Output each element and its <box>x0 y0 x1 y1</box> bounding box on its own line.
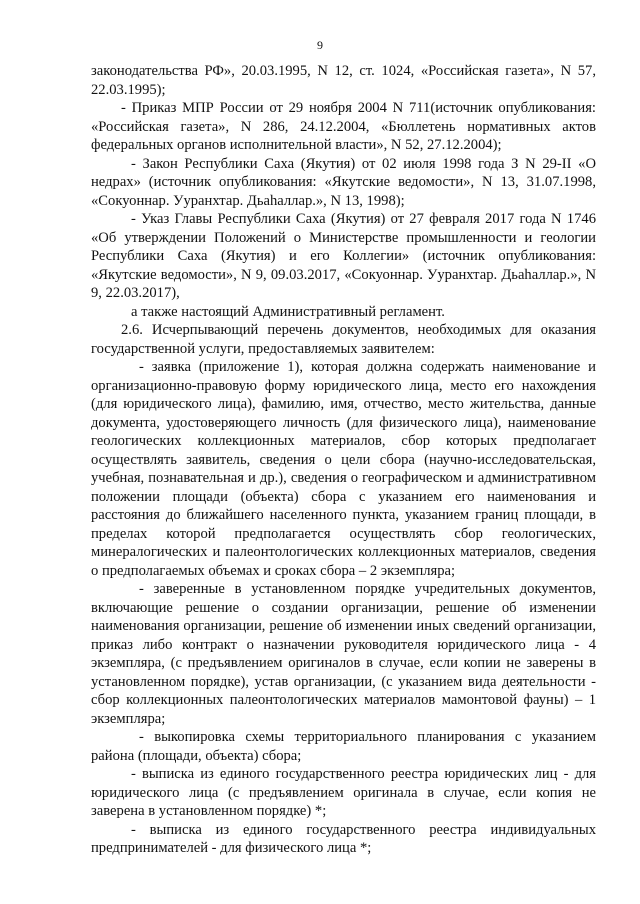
paragraph-application: - заявка (приложение 1), которая должна содержать наименование и организационно-правовую форму юридического лица, место его нахождения (для юридического лица), фамилию, имя, отчество, место жительства, данные документа, удостоверяющего личность (для физического лица), наименование геологических коллекционных материалов, сбор которых предполагает осуществлять заявитель, сведения о цели сбора (научно-исследовательская, учебная, познавательная и др.), сведения о географическом и административном положении площади (объекта) сбора с указанием его наименования и расстояния до ближайшего населенного пункта, указанием границ площади, в пределах которой предполагается осуществлять сбор геологических, минералогических и палеонтологических коллекционных материалов, сведения о предполагаемых объемах и сроках сбора – 2 экземпляра; <box>91 359 596 579</box>
paragraph-admin-regulation: а также настоящий Административный регламент. <box>131 303 445 320</box>
paragraph-planning-scheme: - выкопировка схемы территориального планирования с указанием района (площади, объекта) сбора; <box>91 729 596 764</box>
paragraph-legal-entities-register: - выписка из единого государственного реестра юридических лиц - для юридического лица (с предъявлением оригинала в случае, если копия не заверена в установленном порядке) *; <box>91 766 596 819</box>
paragraph-order-mpr: - Приказ МПР России от 29 ноября 2004 N 711(источник опубликования: «Российская газета», N 286, 24.12.2004, «Бюллетень нормативных актов федеральных органов исполнительной власти», N 52, 27.12.2004); <box>91 100 596 153</box>
paragraph-founding-documents: - заверенные в установленном порядке учредительных документов, включающие решение о создании организации, решение об изменении наименования организации, решение об изменении иных сведений организации, приказ либо контракт о назначении руководителя юридического лица - 4 экземпляра, (с предъявлением оригиналов в случае, если копии не заверены в установленном порядке), устав организации, (с указанием вида деятельности - сбор коллекционных палеонтологических материалов мамонтовой фауны) – 1 экземпляра; <box>91 581 596 727</box>
document-body <box>91 62 596 858</box>
paragraph-law-source-continuation: законодательства РФ», 20.03.1995, N 12, ст. 1024, «Российская газета», N 57, 22.03.1995); <box>91 63 596 98</box>
paragraph-section-2-6: 2.6. Исчерпывающий перечень документов, необходимых для оказания государственной услуги, предоставляемых заявителем: <box>91 322 596 357</box>
paragraph-law-on-subsoil: - Закон Республики Саха (Якутия) от 02 июля 1998 года З N 29-II «О недрах» (источник опубликования: «Якутские ведомости», N 13, 31.07.1998, «Сокуоннар. Ууранхтар. Дьаһаллар.», N 13, 1998); <box>91 155 596 209</box>
paragraph-decree-head: - Указ Главы Республики Саха (Якутия) от 27 февраля 2017 года N 1746 «Об утверждении Положений о Министерстве промышленности и геологии Республики Саха (Якутия) и его Коллегии» (источник опубликования: «Якутские ведомости», N 9, 09.03.2017, «Сокуоннар. Ууранхтар. Дьаһаллар.», N 9, 22.03.2017), <box>91 211 596 301</box>
paragraph-entrepreneurs-register: - выписка из единого государственного реестра индивидуальных предпринимателей - для физического лица *; <box>91 821 596 856</box>
page-number: 9 <box>317 38 323 52</box>
